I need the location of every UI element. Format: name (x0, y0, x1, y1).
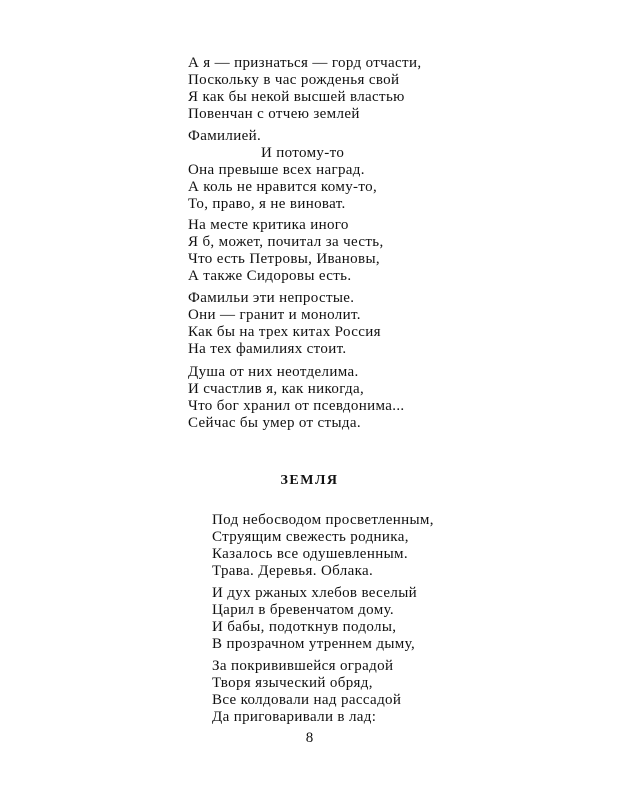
poem-line: Повенчан с отчею землей (188, 106, 360, 122)
poem-line: Я как бы некой высшей властью (188, 89, 405, 105)
poem-line: Фамилией. (188, 128, 262, 144)
poem-line-indented: И потому-то (261, 145, 345, 161)
poem-line: На месте критика иного (188, 217, 349, 233)
poem-line: Трава. Деревья. Облака. (212, 563, 374, 579)
poem-line: А коль не нравится кому-то, (188, 179, 378, 195)
poem-line: Что бог хранил от псевдонима... (188, 398, 405, 414)
poem-line: То, право, я не виноват. (188, 196, 346, 212)
stanza-7 (212, 585, 417, 653)
poem-line: И дух ржаных хлебов веселый (212, 585, 418, 601)
poem-line: Под небосводом просветленным, (212, 512, 434, 528)
poem-line: Сейчас бы умер от стыда. (188, 415, 361, 431)
stanza-8 (212, 658, 401, 726)
poem-line: На тех фамилиях стоит. (188, 341, 347, 357)
poem-line: Царил в бревенчатом дому. (212, 602, 395, 618)
poem-line: И счастлив я, как никогда, (188, 381, 365, 397)
poem-line: Она превыше всех наград. (188, 162, 365, 178)
stanza-1 (188, 55, 421, 123)
poem-line: Казалось все одушевленным. (212, 546, 408, 562)
poem-line: За покривившейся оградой (212, 658, 394, 674)
poem-title: ЗЕМЛЯ (280, 473, 339, 488)
poem-line: Как бы на трех китах Россия (188, 324, 381, 340)
poem-line: А я — признаться — горд отчасти, (188, 55, 422, 71)
poem-line: Творя языческий обряд, (212, 675, 373, 691)
poem-line: В прозрачном утреннем дыму, (212, 636, 416, 652)
stanza-4 (188, 290, 381, 358)
poem-line: Душа от них неотделима. (188, 364, 359, 380)
poem-line: Я б, может, почитал за честь, (188, 234, 384, 250)
poem-line: А также Сидоровы есть. (188, 268, 352, 284)
stanza-6 (212, 512, 434, 580)
poem-line: Они — гранит и монолит. (188, 307, 361, 323)
poem-line: Фамильи эти непростые. (188, 290, 355, 306)
poem-line: Да приговаривали в лад: (212, 709, 377, 725)
poem-line: Струящим свежесть родника, (212, 529, 409, 545)
poem-line: И бабы, подоткнув подолы, (212, 619, 397, 635)
poem-line: Что есть Петровы, Ивановы, (188, 251, 380, 267)
stanza-3 (188, 217, 384, 285)
poem-line: Все колдовали над рассадой (212, 692, 402, 708)
poem-line: Поскольку в час рожденья свой (188, 72, 400, 88)
stanza-2 (188, 128, 377, 213)
stanza-5 (188, 364, 405, 432)
page-number: 8 (305, 730, 314, 746)
